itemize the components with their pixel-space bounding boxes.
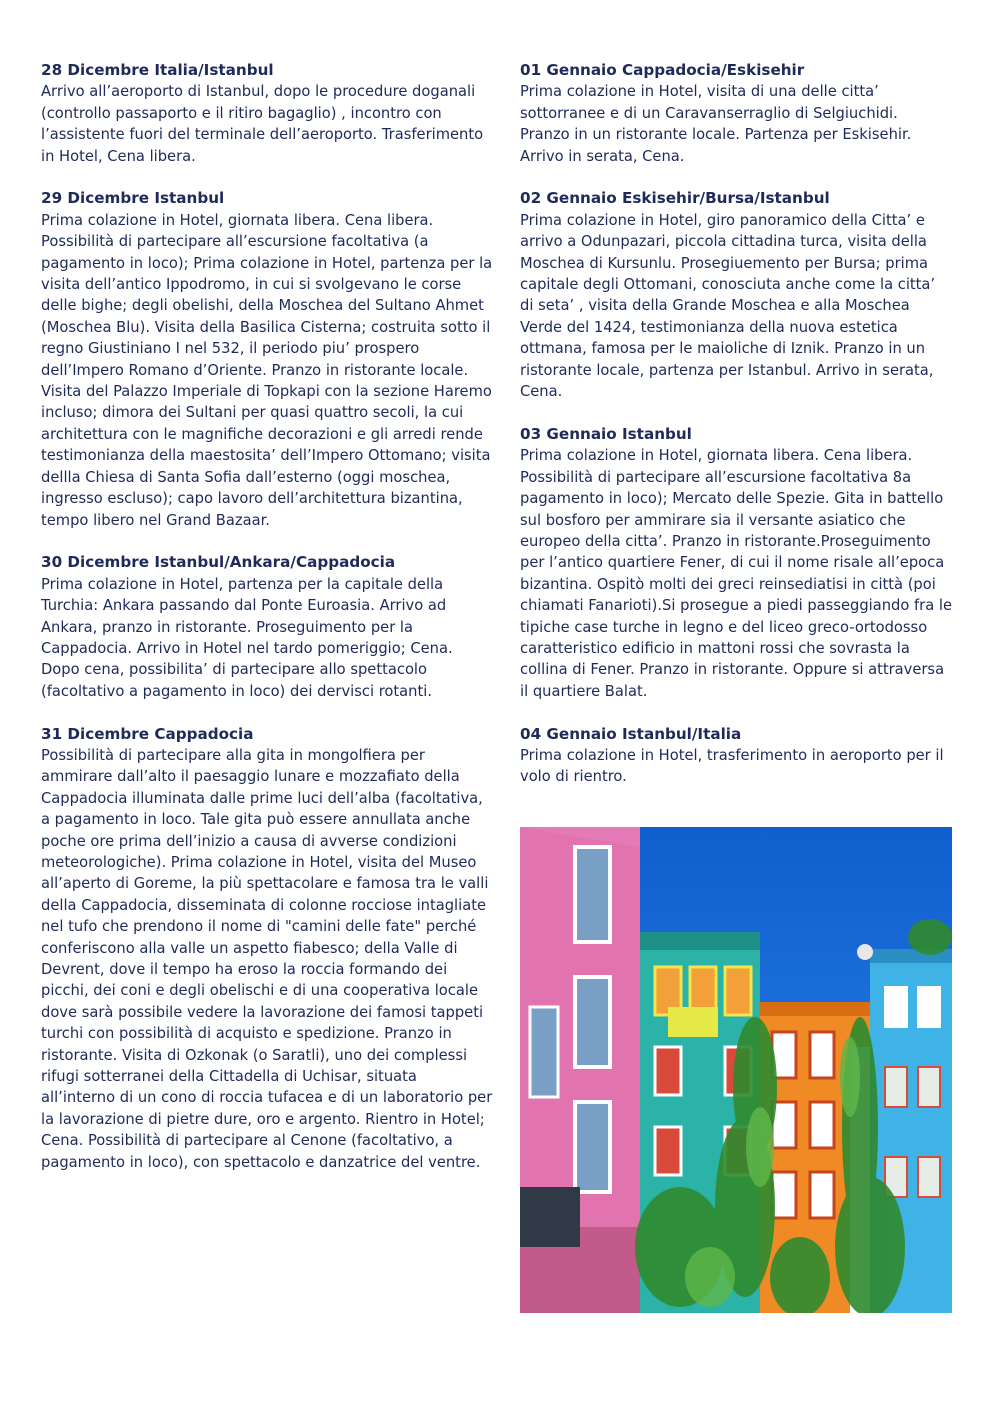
day-section — [41, 60, 493, 167]
day-description: Prima colazione in Hotel, partenza per la capitale della Turchia: Ankara passando dal Ponte Euroasia. Arrivo ad Ankara, pranzo in ristorante. Proseguimento per la Cappadocia. Arrivo in Hotel nel tardo pomeriggio; Cena. Dopo cena, possibilita’ di partecipare allo spettacolo (facoltativo a pagamento in loco) dei dervisci rotanti. — [41, 575, 453, 700]
right-column — [520, 60, 952, 809]
day-description: Arrivo all’aeroporto di Istanbul, dopo le procedure doganali (controllo passaporto e il ritiro bagaglio) , incontro con l’assistente fuori del terminale dell’aeroporto. Trasferimento in Hotel, Cena libera. — [41, 83, 484, 165]
day-title: 04 Gennaio Istanbul/Italia — [520, 724, 742, 743]
day-description: Prima colazione in Hotel, giro panoramico della Citta’ e arrivo a Odunpazari, piccola cittadina turca, visita della Moschea di Kursunlu. Prosegiuemento per Bursa; prima capitale degli Ottomani, conosciuta anche come la citta’ di seta’ , visita della Grande Moschea e alla Moschea Verde del 1424, testimonianza della nuova estetica ottmana, famosa per le maioliche di Iznik. Pranzo in un ristorante locale, partenza per Istanbul. Arrivo in serata, Cena. — [520, 211, 936, 401]
day-section — [520, 60, 952, 167]
day-section — [520, 188, 952, 402]
day-section — [41, 552, 493, 702]
day-description: Possibilità di partecipare alla gita in mongolfiera per ammirare dall’alto il paesaggio lunare e mozzafiato della Cappadocia illuminata dalle prime luci dell’alba (facoltativa, a pagamento in loco. Tale gita può essere annullata anche poche ore prima dell’inizio a causa di avverse condizioni meteorologiche). Prima colazione in Hotel, visita del Museo all’aperto di Goreme, la più spettacolare e famosa tra le valli della Cappadocia, disseminata di colonne rocciose intagliate nel tufo che prendono il nome di "camini delle fate" perché conferiscono alla valle un aspetto fiabesco; della Valle di Devrent, dove il tempo ha eroso la roccia formando dei picchi, dei coni e degli obelischi e di una cooperativa locale dove sarà possibile vedere la lavorazione dei famosi tappeti turchi con possibilità di acquisto e spedizione. Pranzo in ristorante. Visita di Ozkonak (o Saratli), uno dei complessi rifugi sotterranei della Cittadella di Uchisar, situata all’interno di un cono di roccia tufacea e di un laboratorio per la lavorazione di pietre dure, oro e argento. Rientro in Hotel; Cena. Possibilità di partecipare al Cenone (facoltativo, a pagamento in loco), con spettacolo e danzatrice del ventre. — [41, 746, 493, 1171]
left-column — [41, 60, 493, 1194]
day-description: Prima colazione in Hotel, trasferimento in aeroporto per il volo di rientro. — [520, 746, 944, 786]
day-section — [41, 188, 493, 531]
day-description: Prima colazione in Hotel, giornata libera. Cena libera. Possibilità di partecipare all’escursione facoltativa 8a pagamento in loco); Mercato delle Spezie. Gita in battello sul bosforo per ammirare sia il versante asiatico che europeo della citta’. Pranzo in ristorante.Proseguimento per l’antico quartiere Fener, di cui il nome risale all’epoca bizantina. Ospitò molti dei greci reinsediatisi in città (poi chiamati Fanarioti).Si prosegue a piedi passeggiando fra le tipiche case turche in legno e del liceo greco-ortodosso caratteristico edificio in mattoni rossi che sovrasta la collina di Fener. Pranzo in ristorante. Oppure si attraversa il quartiere Balat. — [520, 447, 953, 700]
day-title: 01 Gennaio Cappadocia/Eskisehir — [520, 61, 805, 79]
day-title: 28 Dicembre Italia/Istanbul — [41, 61, 274, 79]
day-title: 03 Gennaio Istanbul — [520, 424, 692, 443]
day-section — [520, 424, 952, 702]
day-description: Prima colazione in Hotel, giornata libera. Cena libera. Possibilità di partecipare all’escursione facoltativa (a pagamento in loco); Prima colazione in Hotel, partenza per la visita dell’antico Ippodromo, in cui si svolgevano le corse delle bighe; degli obelishi, della Moschea del Sultano Ahmet (Moschea Blu). Visita della Basilica Cisterna; costruita sotto il regno Giustiniano I nel 532, il periodo piu’ prospero dell’Impero Romano d’Oriente. Pranzo in ristorante locale. Visita del Palazzo Imperiale di Topkapi con la sezione Haremo incluso; dimora dei Sultani per quasi quattro secoli, la cui architettura con le magnifiche decorazioni e gli arredi rende testimonianza della maestosita’ dell’Impero Ottomano; visita dellla Chiesa di Santa Sofia dall’esterno (oggi moschea, ingresso escluso); capo lavoro dell’architettura bizantina, tempo libero nel Grand Bazaar. — [41, 211, 493, 529]
day-title: 31 Dicembre Cappadocia — [41, 724, 254, 743]
day-description: Prima colazione in Hotel, visita di una delle citta’ sottorranee e di un Caravanserraglio di Selgiuchidi. Pranzo in un ristorante locale. Partenza per Eskisehir. Arrivo in serata, Cena. — [520, 83, 912, 165]
day-title: 29 Dicembre Istanbul — [41, 189, 225, 208]
day-section — [520, 724, 952, 788]
day-title: 02 Gennaio Eskisehir/Bursa/Istanbul — [520, 189, 830, 208]
day-section — [41, 724, 493, 1174]
balat-houses-photo — [520, 827, 952, 1313]
day-title: 30 Dicembre Istanbul/Ankara/Cappadocia — [41, 553, 396, 572]
